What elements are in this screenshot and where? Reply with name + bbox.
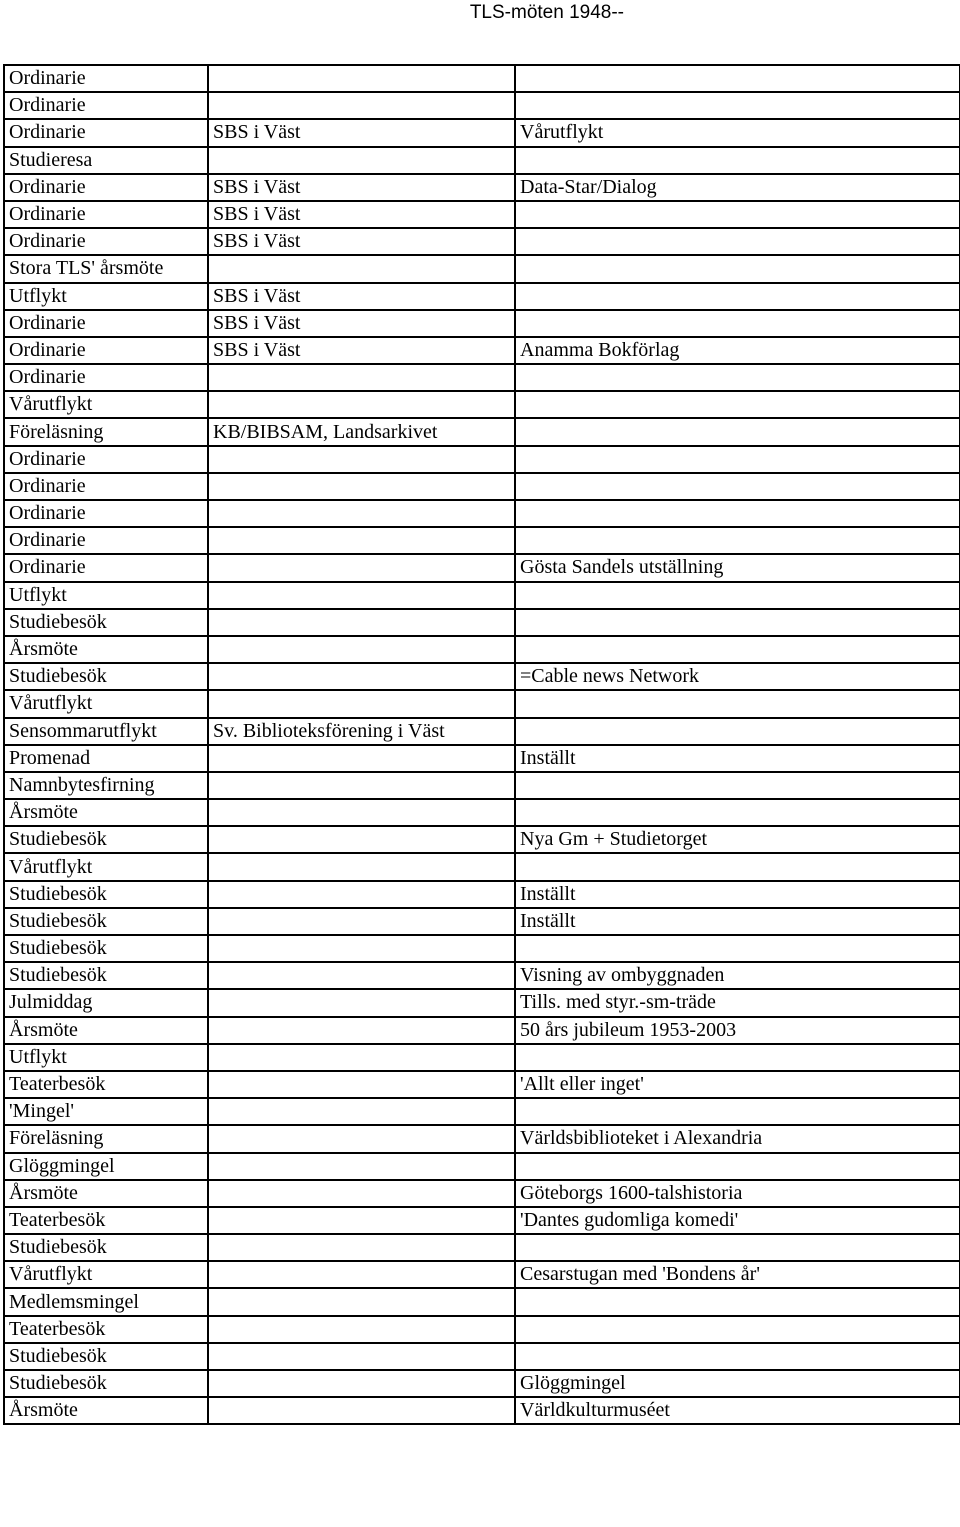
note-cell xyxy=(515,1153,960,1180)
note-cell xyxy=(515,1316,960,1343)
table-row xyxy=(4,1343,960,1370)
note-cell xyxy=(515,418,960,445)
table-row xyxy=(4,1098,960,1125)
meeting-type-cell: Ordinarie xyxy=(4,446,208,473)
note-cell xyxy=(515,799,960,826)
meeting-type-cell: Studiebesök xyxy=(4,908,208,935)
meeting-type-cell: 'Mingel' xyxy=(4,1098,208,1125)
note-cell xyxy=(515,1044,960,1071)
meeting-type-cell: Ordinarie xyxy=(4,500,208,527)
table-row xyxy=(4,1316,960,1343)
note-cell: Inställt xyxy=(515,908,960,935)
table-row xyxy=(4,201,960,228)
organizer-cell: SBS i Väst xyxy=(208,119,515,146)
note-cell: Göteborgs 1600-talshistoria xyxy=(515,1180,960,1207)
meeting-type-cell: Ordinarie xyxy=(4,92,208,119)
note-cell xyxy=(515,527,960,554)
note-cell xyxy=(515,92,960,119)
table-row xyxy=(4,772,960,799)
organizer-cell xyxy=(208,636,515,663)
table-row xyxy=(4,1234,960,1261)
table-row xyxy=(4,92,960,119)
meeting-type-cell: Teaterbesök xyxy=(4,1071,208,1098)
organizer-cell xyxy=(208,853,515,880)
organizer-cell xyxy=(208,935,515,962)
organizer-cell xyxy=(208,527,515,554)
table-row xyxy=(4,1071,960,1098)
table-row xyxy=(4,935,960,962)
table-row xyxy=(4,1261,960,1288)
note-cell xyxy=(515,364,960,391)
meeting-type-cell: Ordinarie xyxy=(4,310,208,337)
note-cell xyxy=(515,65,960,92)
table-row xyxy=(4,690,960,717)
table-row xyxy=(4,989,960,1016)
meeting-type-cell: Årsmöte xyxy=(4,1180,208,1207)
meeting-type-cell: Utflykt xyxy=(4,582,208,609)
organizer-cell xyxy=(208,745,515,772)
organizer-cell xyxy=(208,799,515,826)
note-cell xyxy=(515,147,960,174)
organizer-cell xyxy=(208,473,515,500)
table-row xyxy=(4,1153,960,1180)
table-row xyxy=(4,473,960,500)
note-cell xyxy=(515,609,960,636)
note-cell: Cesarstugan med 'Bondens år' xyxy=(515,1261,960,1288)
table-row xyxy=(4,1397,960,1424)
meeting-type-cell: Studieresa xyxy=(4,147,208,174)
note-cell xyxy=(515,446,960,473)
table-row xyxy=(4,147,960,174)
organizer-cell xyxy=(208,826,515,853)
table-row xyxy=(4,283,960,310)
note-cell xyxy=(515,1288,960,1315)
table-row xyxy=(4,1370,960,1397)
note-cell xyxy=(515,772,960,799)
table-row xyxy=(4,718,960,745)
table-row xyxy=(4,1288,960,1315)
organizer-cell xyxy=(208,446,515,473)
organizer-cell: SBS i Väst xyxy=(208,174,515,201)
organizer-cell xyxy=(208,554,515,581)
table-row xyxy=(4,364,960,391)
meeting-type-cell: Ordinarie xyxy=(4,527,208,554)
note-cell xyxy=(515,255,960,282)
table-row xyxy=(4,554,960,581)
organizer-cell: Sv. Biblioteksförening i Väst xyxy=(208,718,515,745)
table-row xyxy=(4,609,960,636)
meeting-type-cell: Ordinarie xyxy=(4,228,208,255)
organizer-cell xyxy=(208,582,515,609)
note-cell xyxy=(515,1343,960,1370)
note-cell xyxy=(515,391,960,418)
meeting-type-cell: Ordinarie xyxy=(4,119,208,146)
note-cell xyxy=(515,473,960,500)
meetings-table xyxy=(3,64,960,1425)
organizer-cell: KB/BIBSAM, Landsarkivet xyxy=(208,418,515,445)
organizer-cell xyxy=(208,881,515,908)
note-cell xyxy=(515,935,960,962)
meeting-type-cell: Glöggmingel xyxy=(4,1153,208,1180)
meeting-type-cell: Promenad xyxy=(4,745,208,772)
organizer-cell xyxy=(208,989,515,1016)
organizer-cell xyxy=(208,1071,515,1098)
table-row xyxy=(4,1125,960,1152)
organizer-cell xyxy=(208,1207,515,1234)
organizer-cell xyxy=(208,690,515,717)
table-row xyxy=(4,500,960,527)
organizer-cell xyxy=(208,364,515,391)
meeting-type-cell: Studiebesök xyxy=(4,1343,208,1370)
note-cell xyxy=(515,201,960,228)
organizer-cell xyxy=(208,147,515,174)
meeting-type-cell: Ordinarie xyxy=(4,364,208,391)
meeting-type-cell: Ordinarie xyxy=(4,174,208,201)
note-cell: Tills. med styr.-sm-träde xyxy=(515,989,960,1016)
note-cell xyxy=(515,1098,960,1125)
organizer-cell: SBS i Väst xyxy=(208,201,515,228)
note-cell xyxy=(515,228,960,255)
organizer-cell: SBS i Väst xyxy=(208,337,515,364)
note-cell xyxy=(515,853,960,880)
organizer-cell xyxy=(208,500,515,527)
table-row xyxy=(4,962,960,989)
meeting-type-cell: Årsmöte xyxy=(4,799,208,826)
organizer-cell xyxy=(208,1044,515,1071)
meeting-type-cell: Studiebesök xyxy=(4,1234,208,1261)
note-cell: Världkulturmuséet xyxy=(515,1397,960,1424)
note-cell: Data-Star/Dialog xyxy=(515,174,960,201)
organizer-cell xyxy=(208,92,515,119)
organizer-cell xyxy=(208,1316,515,1343)
organizer-cell xyxy=(208,1180,515,1207)
meeting-type-cell: Årsmöte xyxy=(4,636,208,663)
note-cell: Inställt xyxy=(515,881,960,908)
meeting-type-cell: Studiebesök xyxy=(4,881,208,908)
meeting-type-cell: Namnbytesfirning xyxy=(4,772,208,799)
note-cell: =Cable news Network xyxy=(515,663,960,690)
table-row xyxy=(4,174,960,201)
organizer-cell xyxy=(208,772,515,799)
organizer-cell xyxy=(208,255,515,282)
table-row xyxy=(4,527,960,554)
table-row xyxy=(4,1207,960,1234)
note-cell xyxy=(515,1234,960,1261)
organizer-cell xyxy=(208,1125,515,1152)
table-row xyxy=(4,799,960,826)
table-row xyxy=(4,337,960,364)
organizer-cell xyxy=(208,962,515,989)
meeting-type-cell: Föreläsning xyxy=(4,1125,208,1152)
table-row xyxy=(4,1044,960,1071)
note-cell: Nya Gm + Studietorget xyxy=(515,826,960,853)
table-row xyxy=(4,853,960,880)
organizer-cell xyxy=(208,1017,515,1044)
table-row xyxy=(4,826,960,853)
meeting-type-cell: Ordinarie xyxy=(4,201,208,228)
meeting-type-cell: Stora TLS' årsmöte xyxy=(4,255,208,282)
organizer-cell xyxy=(208,908,515,935)
meeting-type-cell: Sensommarutflykt xyxy=(4,718,208,745)
page-header-title: TLS-möten 1948-- xyxy=(469,2,624,23)
meeting-type-cell: Utflykt xyxy=(4,1044,208,1071)
organizer-cell xyxy=(208,1261,515,1288)
organizer-cell xyxy=(208,609,515,636)
table-row xyxy=(4,1017,960,1044)
meeting-type-cell: Julmiddag xyxy=(4,989,208,1016)
note-cell: Anamma Bokförlag xyxy=(515,337,960,364)
note-cell: Glöggmingel xyxy=(515,1370,960,1397)
note-cell xyxy=(515,636,960,663)
note-cell: Inställt xyxy=(515,745,960,772)
table-row xyxy=(4,119,960,146)
organizer-cell xyxy=(208,1370,515,1397)
organizer-cell xyxy=(208,1397,515,1424)
meeting-type-cell: Teaterbesök xyxy=(4,1316,208,1343)
meeting-type-cell: Vårutflykt xyxy=(4,853,208,880)
organizer-cell: SBS i Väst xyxy=(208,283,515,310)
note-cell: 'Dantes gudomliga komedi' xyxy=(515,1207,960,1234)
organizer-cell xyxy=(208,1153,515,1180)
table-row xyxy=(4,446,960,473)
note-cell xyxy=(515,500,960,527)
organizer-cell: SBS i Väst xyxy=(208,228,515,255)
note-cell: Världsbiblioteket i Alexandria xyxy=(515,1125,960,1152)
note-cell xyxy=(515,283,960,310)
organizer-cell xyxy=(208,663,515,690)
meeting-type-cell: Ordinarie xyxy=(4,65,208,92)
meeting-type-cell: Studiebesök xyxy=(4,962,208,989)
meeting-type-cell: Studiebesök xyxy=(4,663,208,690)
meeting-type-cell: Medlemsmingel xyxy=(4,1288,208,1315)
note-cell xyxy=(515,718,960,745)
note-cell: Vårutflykt xyxy=(515,119,960,146)
meeting-type-cell: Studiebesök xyxy=(4,609,208,636)
note-cell xyxy=(515,310,960,337)
table-row xyxy=(4,255,960,282)
meetings-table-body xyxy=(4,65,960,1424)
table-row xyxy=(4,908,960,935)
meeting-type-cell: Ordinarie xyxy=(4,554,208,581)
table-row xyxy=(4,745,960,772)
note-cell xyxy=(515,690,960,717)
meeting-type-cell: Vårutflykt xyxy=(4,1261,208,1288)
meeting-type-cell: Årsmöte xyxy=(4,1397,208,1424)
organizer-cell xyxy=(208,1343,515,1370)
meeting-type-cell: Studiebesök xyxy=(4,826,208,853)
meeting-type-cell: Föreläsning xyxy=(4,418,208,445)
organizer-cell xyxy=(208,391,515,418)
meeting-type-cell: Studiebesök xyxy=(4,1370,208,1397)
meeting-type-cell: Utflykt xyxy=(4,283,208,310)
note-cell: Gösta Sandels utställning xyxy=(515,554,960,581)
table-row xyxy=(4,65,960,92)
table-row xyxy=(4,582,960,609)
organizer-cell xyxy=(208,1234,515,1261)
table-row xyxy=(4,1180,960,1207)
meeting-type-cell: Vårutflykt xyxy=(4,690,208,717)
meeting-type-cell: Ordinarie xyxy=(4,473,208,500)
note-cell: Visning av ombyggnaden xyxy=(515,962,960,989)
table-row xyxy=(4,636,960,663)
table-row xyxy=(4,418,960,445)
meeting-type-cell: Ordinarie xyxy=(4,337,208,364)
note-cell: 50 års jubileum 1953-2003 xyxy=(515,1017,960,1044)
organizer-cell xyxy=(208,1098,515,1125)
meeting-type-cell: Årsmöte xyxy=(4,1017,208,1044)
meeting-type-cell: Teaterbesök xyxy=(4,1207,208,1234)
table-row xyxy=(4,310,960,337)
table-row xyxy=(4,228,960,255)
meeting-type-cell: Studiebesök xyxy=(4,935,208,962)
organizer-cell xyxy=(208,65,515,92)
table-row xyxy=(4,663,960,690)
organizer-cell: SBS i Väst xyxy=(208,310,515,337)
table-row xyxy=(4,391,960,418)
note-cell xyxy=(515,582,960,609)
note-cell: 'Allt eller inget' xyxy=(515,1071,960,1098)
table-row xyxy=(4,881,960,908)
meeting-type-cell: Vårutflykt xyxy=(4,391,208,418)
organizer-cell xyxy=(208,1288,515,1315)
